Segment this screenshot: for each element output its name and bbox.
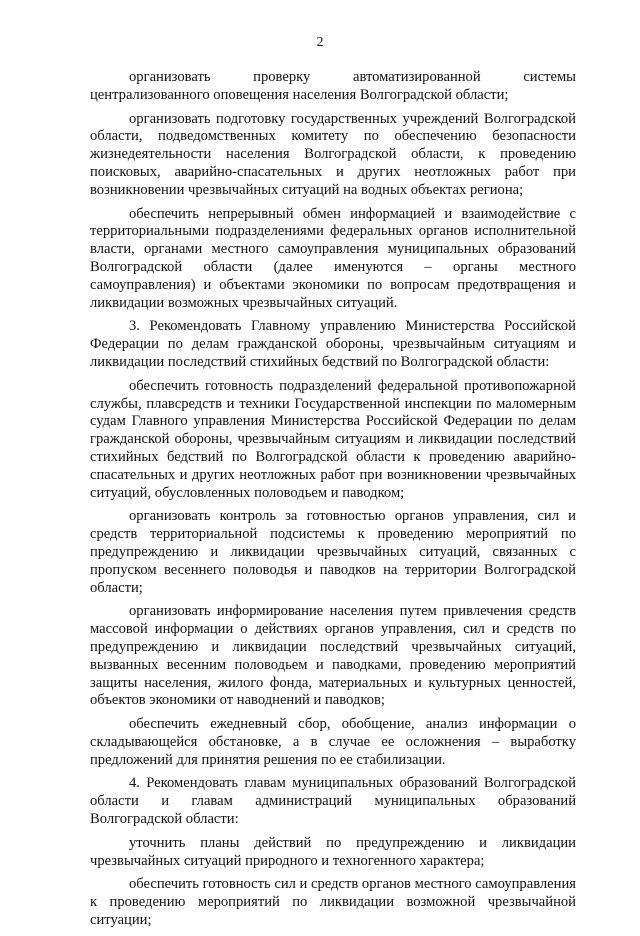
paragraph: организовать проверку автоматизированной системы централизованного оповещения населения Волгоградской области; [90, 69, 576, 103]
page-number: 2 [316, 35, 324, 50]
paragraph: обеспечить непрерывный обмен информацией и взаимодействие с территориальными подразделениями федеральных органов исполнительной власти, органами местного самоуправления муниципальных образований Волгоградской области (далее именуются – органы местного самоуправления) и объектами экономики по вопросам предотвращения и ликвидации возможных чрезвычайных ситуаций. [90, 205, 576, 311]
paragraph: 4. Рекомендовать главам муниципальных образований Волгоградской области и главам администраций муниципальных образований Волгоградской области: [90, 775, 576, 828]
paragraph: организовать контроль за готовностью органов управления, сил и средств территориальной подсистемы к проведению мероприятий по предупреждению и ликвидации чрезвычайных ситуаций, связанных с пропуском весеннего половодья и паводков на территории Волгоградской области; [90, 508, 576, 596]
document-body [90, 69, 576, 936]
paragraph: 3. Рекомендовать Главному управлению Министерства Российской Федерации по делам гражданской обороны, чрезвычайным ситуациям и ликвидации последствий стихийных бедствий по Волгоградской области: [90, 318, 576, 370]
paragraph: обеспечить готовность подразделений федеральной противопожарной службы, плавсредств и техники Государственной инспекции по маломерным судам Главного управления Министерства Российской Федерации по делам гражданской обороны, чрезвычайным ситуациям и ликвидации последствий стихийных бедствий по Волгоградской области к проведению аварийно-спасательных и других неотложных работ при возникновении чрезвычайных ситуаций, обусловленных половодьем и паводком; [90, 377, 576, 501]
paragraph: обеспечить готовность сил и средств органов местного самоуправления к проведению мероприятий по ликвидации возможной чрезвычайной ситуации; [90, 876, 576, 929]
paragraph: организовать подготовку государственных учреждений Волгоградской области, подведомственных комитету по обеспечению безопасности жизнедеятельности населения Волгоградской области, к проведению поисковых, аварийно-спасательных и других неотложных работ при возникновении чрезвычайных ситуаций на водных объектах региона; [90, 110, 576, 198]
paragraph: организовать информирование населения путем привлечения средств массовой информации о действиях органов управления, сил и средств по предупреждению и ликвидации последствий чрезвычайных ситуаций, вызванных весенним половодьем и паводками, проведению мероприятий защиты населения, жилого фонда, материальных и культурных ценностей, объектов экономики от наводнений и паводков; [90, 603, 576, 709]
paragraph: уточнить планы действий по предупреждению и ликвидации чрезвычайных ситуаций природного и техногенного характера; [90, 834, 576, 869]
paragraph: обеспечить ежедневный сбор, обобщение, анализ информации о складывающейся обстановке, а в случае ее осложнения – выработку предложений для принятия решения по ее стабилизации. [90, 716, 576, 768]
